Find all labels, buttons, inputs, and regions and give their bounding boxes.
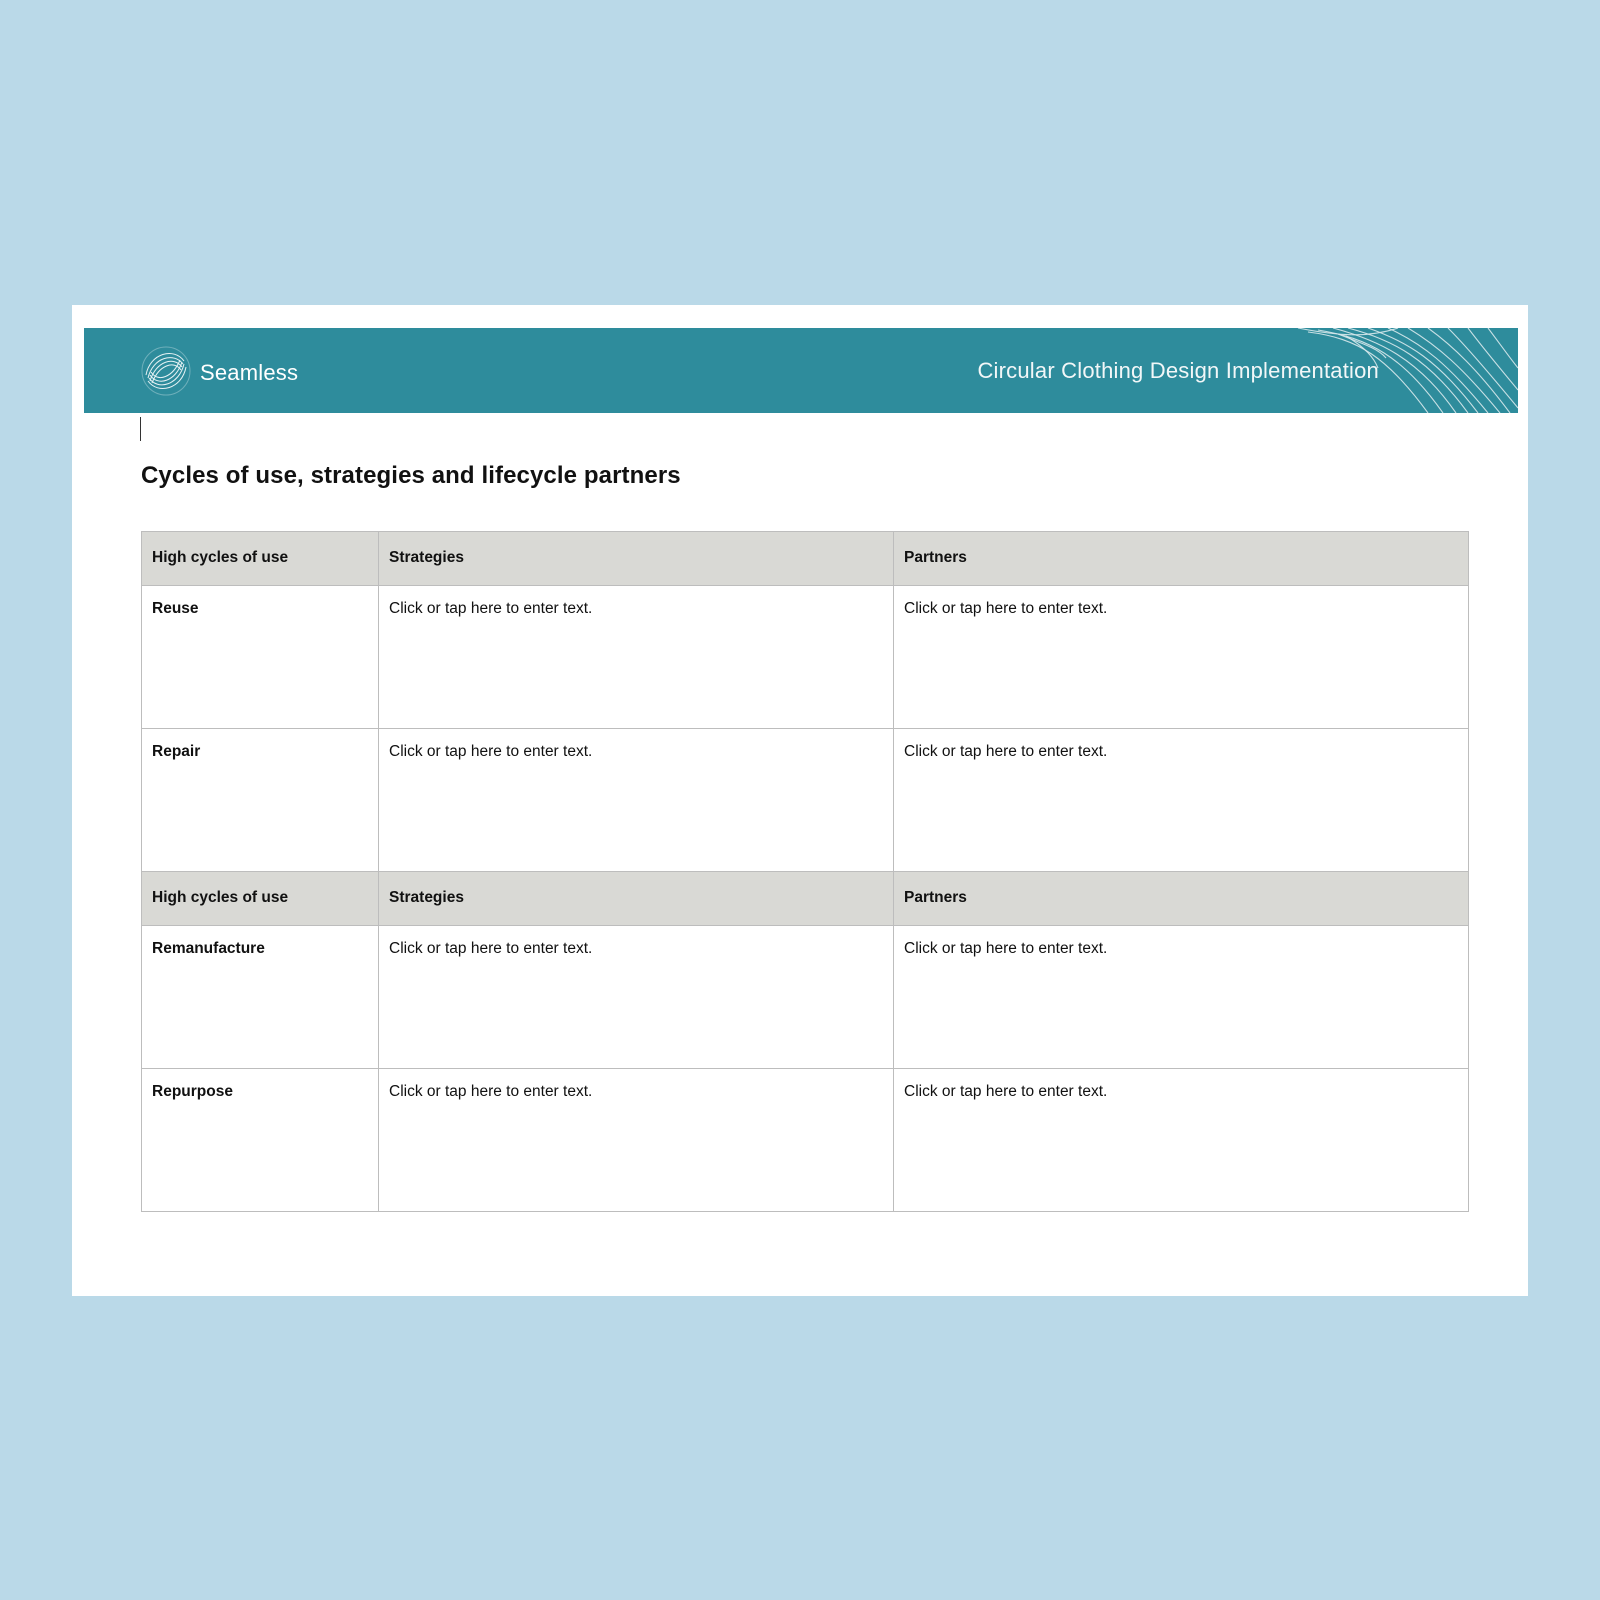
text-cursor [140, 417, 141, 441]
reuse-strategies-field[interactable]: Click or tap here to enter text. [379, 586, 894, 729]
repair-partners-field[interactable]: Click or tap here to enter text. [894, 729, 1469, 872]
remanufacture-strategies-field[interactable]: Click or tap here to enter text. [379, 926, 894, 1069]
row-label-repair: Repair [142, 729, 379, 872]
cycles-table [141, 531, 1469, 1212]
row-label-reuse: Reuse [142, 586, 379, 729]
table-row-repair [142, 729, 1469, 872]
section-heading: Cycles of use, strategies and lifecycle partners [141, 462, 681, 489]
repurpose-partners-field[interactable]: Click or tap here to enter text. [894, 1069, 1469, 1212]
remanufacture-partners-field[interactable]: Click or tap here to enter text. [894, 926, 1469, 1069]
header-cell-partners: Partners [894, 872, 1469, 926]
brand-name: Seamless [200, 360, 299, 385]
row-label-remanufacture: Remanufacture [142, 926, 379, 1069]
repair-strategies-field[interactable]: Click or tap here to enter text. [379, 729, 894, 872]
header-banner [84, 328, 1518, 413]
seamless-logo-icon [140, 345, 192, 397]
header-cell-strategies: Strategies [379, 872, 894, 926]
table-row-reuse [142, 586, 1469, 729]
document-page [72, 305, 1528, 1296]
table-row-remanufacture [142, 926, 1469, 1069]
table-header-row [142, 872, 1469, 926]
reuse-partners-field[interactable]: Click or tap here to enter text. [894, 586, 1469, 729]
header-cell-partners: Partners [894, 532, 1469, 586]
table-row-repurpose [142, 1069, 1469, 1212]
row-label-repurpose: Repurpose [142, 1069, 379, 1212]
document-title: Circular Clothing Design Implementation [977, 358, 1379, 383]
header-cell-cycles: High cycles of use [142, 532, 379, 586]
header-cell-strategies: Strategies [379, 532, 894, 586]
table-header-row [142, 532, 1469, 586]
repurpose-strategies-field[interactable]: Click or tap here to enter text. [379, 1069, 894, 1212]
decorative-swirl-icon [1278, 328, 1518, 413]
header-cell-cycles: High cycles of use [142, 872, 379, 926]
